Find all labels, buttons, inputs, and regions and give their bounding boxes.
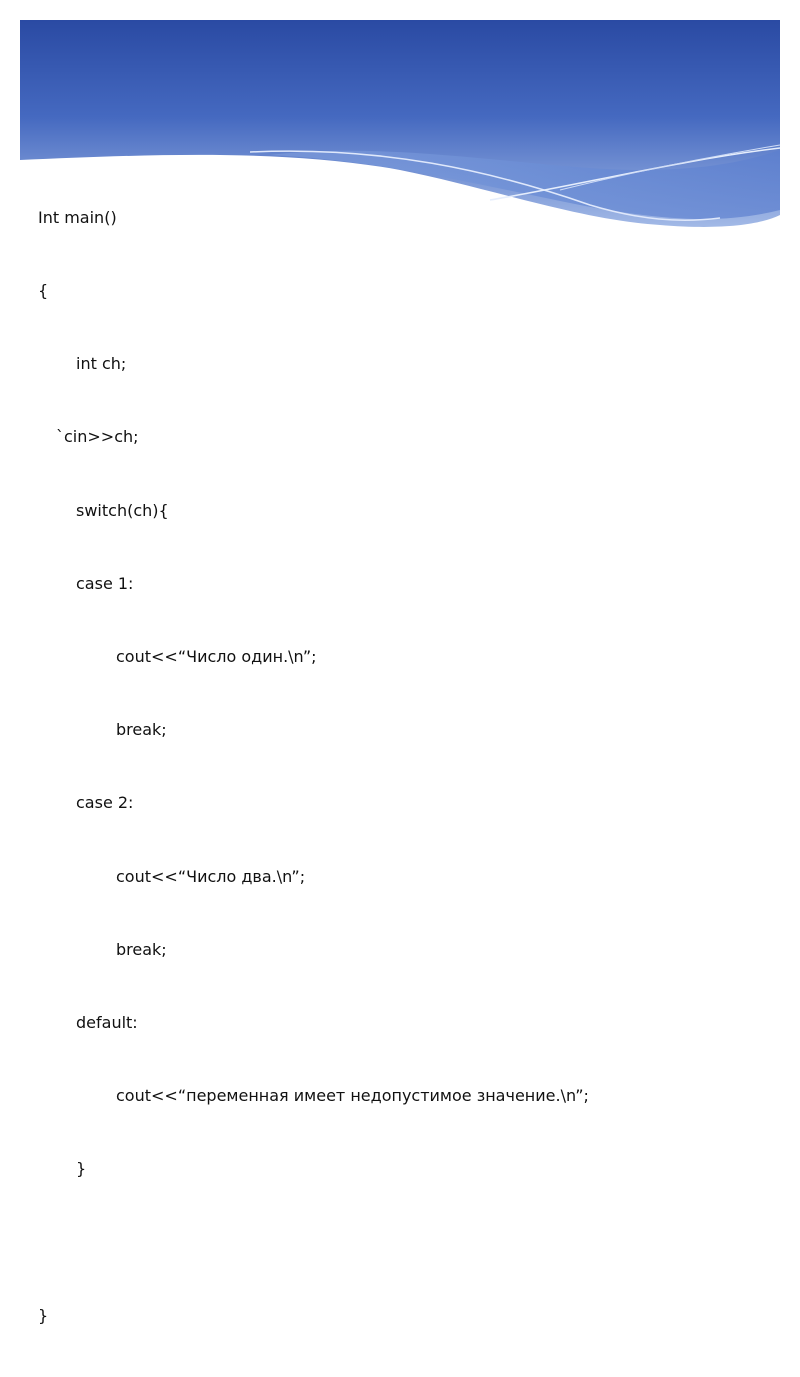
code-line: `cin>>ch;: [56, 427, 139, 447]
code-line: }: [76, 1159, 87, 1179]
code-listing: [38, 157, 778, 1377]
code-line: int ch;: [76, 354, 127, 374]
code-line: }: [38, 1305, 49, 1325]
code-line: cout<<“Число два.\n”;: [116, 866, 306, 886]
code-line-blank: [38, 1231, 778, 1255]
code-line: {: [38, 281, 49, 301]
code-line: break;: [116, 939, 167, 959]
code-line: break;: [116, 720, 167, 740]
code-line: default:: [76, 1013, 138, 1033]
code-line: cout<<“Число один.\n”;: [116, 647, 317, 667]
code-line: switch(ch){: [76, 500, 169, 520]
code-line: cout<<“переменная имеет недопустимое значение.\n”;: [116, 1086, 589, 1106]
code-line: case 1:: [76, 573, 134, 593]
code-line: Int main(): [38, 207, 117, 227]
code-line: case 2:: [76, 793, 134, 813]
